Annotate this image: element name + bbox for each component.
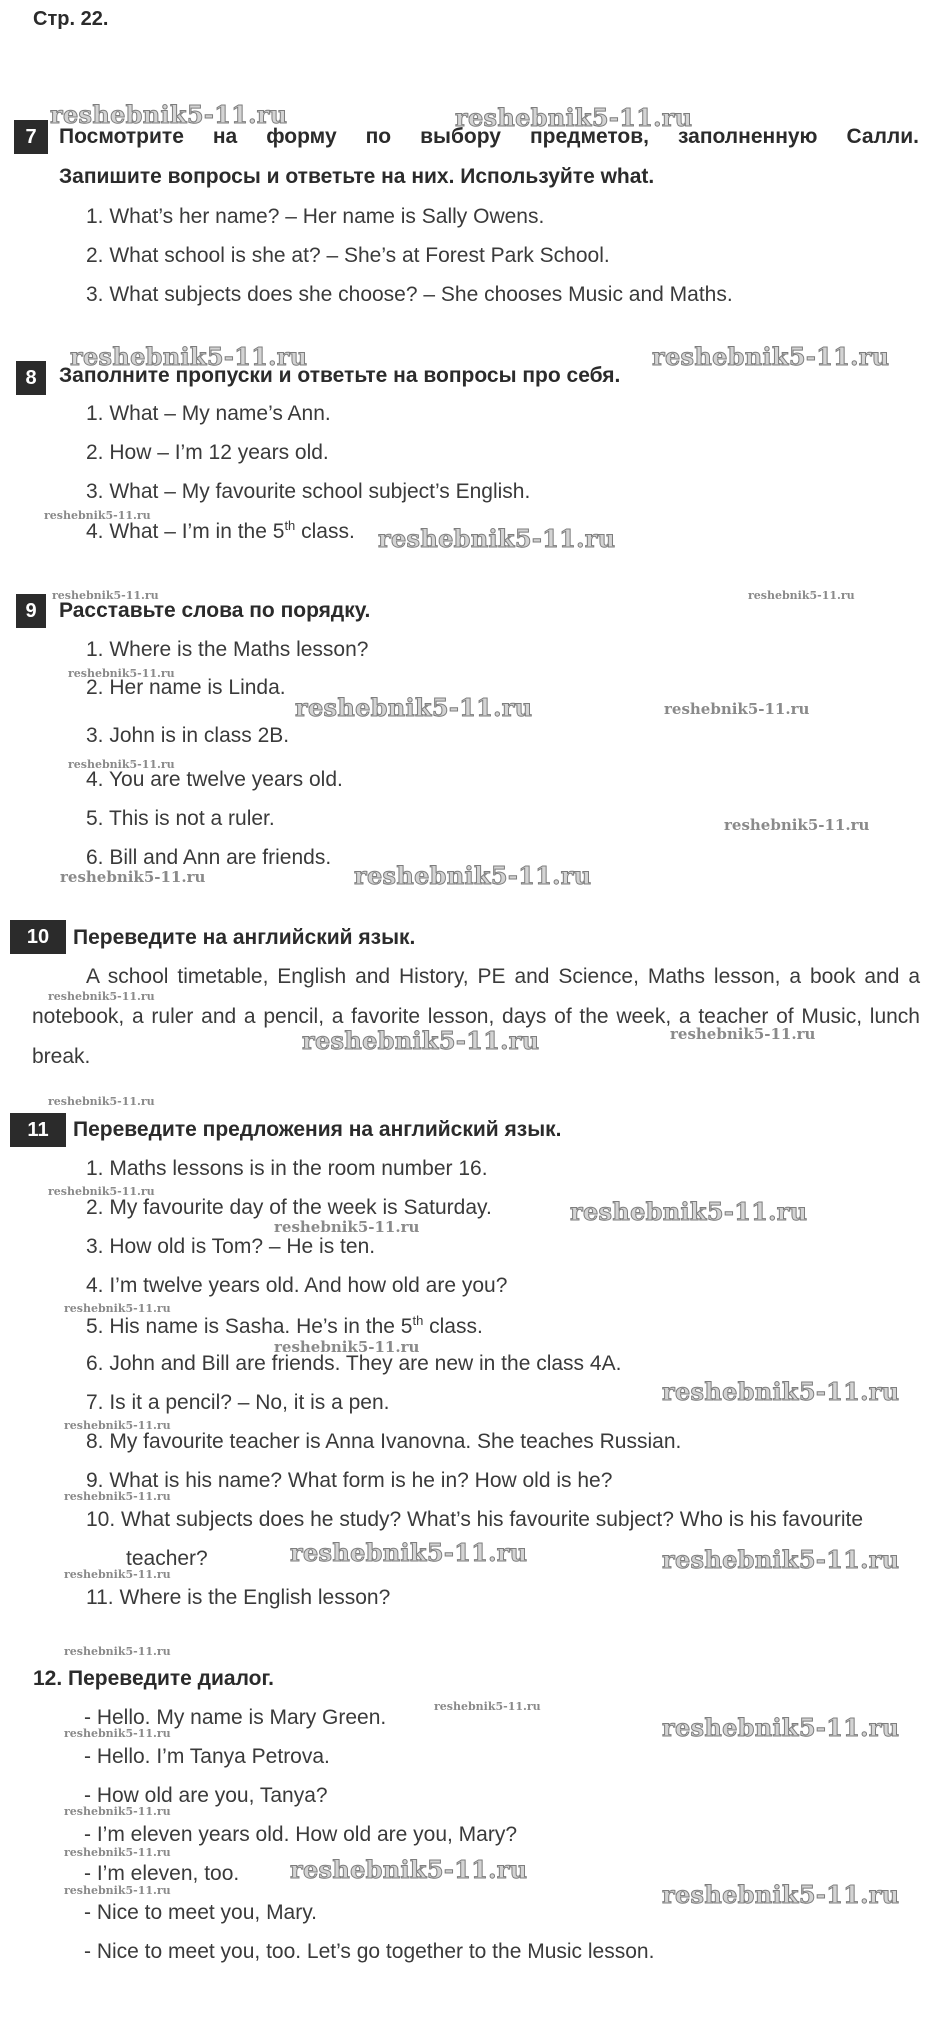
watermark: reshebnik5-11.ru [274, 1338, 420, 1356]
watermark: reshebnik5-11.ru [48, 1095, 155, 1108]
list-item: 9. What is his name? What form is he in? How old is he? [86, 1469, 613, 1492]
watermark: reshebnik5-11.ru [378, 524, 616, 553]
list-item: 5. This is not a ruler. [86, 807, 275, 830]
watermark: reshebnik5-11.ru [48, 990, 155, 1003]
watermark: reshebnik5-11.ru [354, 861, 592, 890]
watermark: reshebnik5-11.ru [68, 667, 175, 680]
watermark: reshebnik5-11.ru [662, 1880, 900, 1909]
task-title: 12. Переведите диалог. [33, 1667, 274, 1690]
watermark: reshebnik5-11.ru [64, 1490, 171, 1503]
list-item: 2. Her name is Linda. [86, 676, 286, 699]
list-item: 2. What school is she at? – She’s at Forest Park School. [86, 244, 610, 267]
list-item: 7. Is it a pencil? – No, it is a pen. [86, 1391, 390, 1414]
dialog-line: - Hello. My name is Mary Green. [84, 1706, 387, 1729]
task-number-badge: 9 [16, 594, 46, 628]
list-item: 8. My favourite teacher is Anna Ivanovna. She teaches Russian. [86, 1430, 682, 1453]
watermark: reshebnik5-11.ru [662, 1377, 900, 1406]
watermark: reshebnik5-11.ru [274, 1218, 420, 1236]
watermark: reshebnik5-11.ru [295, 693, 533, 722]
watermark: reshebnik5-11.ru [434, 1700, 541, 1713]
list-item: 2. How – I’m 12 years old. [86, 441, 329, 464]
page-number-header: Стр. 22. [33, 8, 109, 30]
watermark: reshebnik5-11.ru [748, 589, 855, 602]
watermark: reshebnik5-11.ru [68, 758, 175, 771]
task-number-badge: 11 [10, 1113, 66, 1147]
list-item-continued: teacher? [126, 1547, 208, 1570]
watermark: reshebnik5-11.ru [70, 342, 308, 371]
watermark: reshebnik5-11.ru [290, 1538, 528, 1567]
list-item: 5. His name is Sasha. He’s in the 5th class. [86, 1313, 483, 1338]
watermark: reshebnik5-11.ru [664, 700, 810, 718]
dialog-line: - Nice to meet you, Mary. [84, 1901, 318, 1924]
list-item: 4. What – I’m in the 5th class. [86, 518, 355, 543]
list-item: 3. How old is Tom? – He is ten. [86, 1235, 376, 1258]
list-item: 4. I’m twelve years old. And how old are you? [86, 1274, 508, 1297]
task-title-continued: Запишите вопросы и ответьте на них. Используйте what. [59, 165, 655, 188]
list-item: 11. Where is the English lesson? [86, 1586, 391, 1609]
list-item: 1. What’s her name? – Her name is Sally Owens. [86, 205, 545, 228]
watermark: reshebnik5-11.ru [64, 1727, 171, 1740]
task-paragraph: A school timetable, English and History, PE and Science, Maths lesson, a book and a notebook, a ruler and a pencil, a favorite lesson, days of the week, a teacher of Music, lunch break. [32, 965, 920, 1068]
list-item: 1. Maths lessons is in the room number 16. [86, 1157, 488, 1180]
list-item: 10. What subjects does he study? What’s his favourite subject? Who is his favourite [86, 1508, 863, 1531]
task-title: Переведите на английский язык. [73, 926, 416, 949]
watermark: reshebnik5-11.ru [64, 1302, 171, 1315]
watermark: reshebnik5-11.ru [64, 1645, 171, 1658]
task-number-badge: 10 [10, 920, 66, 954]
list-item: 6. Bill and Ann are friends. [86, 846, 332, 869]
watermark: reshebnik5-11.ru [724, 816, 870, 834]
dialog-line: - I’m eleven, too. [84, 1862, 240, 1885]
watermark: reshebnik5-11.ru [44, 509, 151, 522]
watermark: reshebnik5-11.ru [662, 1545, 900, 1574]
task-title: Переведите предложения на английский язык. [73, 1118, 562, 1141]
list-item: 6. John and Bill are friends. They are new in the class 4A. [86, 1352, 622, 1375]
watermark: reshebnik5-11.ru [670, 1025, 816, 1043]
task-number-badge: 7 [14, 120, 48, 154]
dialog-line: - Hello. I’m Tanya Petrova. [84, 1745, 330, 1768]
task-title: Посмотрите на форму по выбору предметов, заполненную Салли. [59, 125, 919, 148]
watermark: reshebnik5-11.ru [302, 1026, 540, 1055]
list-item: 2. My favourite day of the week is Saturday. [86, 1196, 492, 1219]
task-number-badge: 8 [16, 361, 46, 395]
watermark: reshebnik5-11.ru [52, 589, 159, 602]
watermark: reshebnik5-11.ru [652, 342, 890, 371]
list-item: 3. What – My favourite school subject’s English. [86, 480, 531, 503]
watermark: reshebnik5-11.ru [60, 868, 206, 886]
watermark: reshebnik5-11.ru [64, 1846, 171, 1859]
list-item: 3. John is in class 2B. [86, 724, 290, 747]
watermark: reshebnik5-11.ru [290, 1855, 528, 1884]
watermark: reshebnik5-11.ru [64, 1568, 171, 1581]
list-item: 1. Where is the Maths lesson? [86, 638, 369, 661]
list-item: 1. What – My name’s Ann. [86, 402, 331, 425]
task-title: Заполните пропуски и ответьте на вопросы про себя. [59, 364, 621, 387]
watermark: reshebnik5-11.ru [64, 1805, 171, 1818]
task-title: Расставьте слова по порядку. [59, 599, 371, 622]
watermark: reshebnik5-11.ru [50, 100, 288, 129]
watermark: reshebnik5-11.ru [64, 1884, 171, 1897]
dialog-line: - Nice to meet you, too. Let’s go together to the Music lesson. [84, 1940, 655, 1963]
watermark: reshebnik5-11.ru [48, 1185, 155, 1198]
dialog-line: - I’m eleven years old. How old are you, Mary? [84, 1823, 518, 1846]
watermark: reshebnik5-11.ru [64, 1419, 171, 1432]
watermark: reshebnik5-11.ru [570, 1197, 808, 1226]
watermark: reshebnik5-11.ru [455, 103, 693, 132]
dialog-line: - How old are you, Tanya? [84, 1784, 328, 1807]
list-item: 3. What subjects does she choose? – She chooses Music and Maths. [86, 283, 733, 306]
watermark: reshebnik5-11.ru [662, 1713, 900, 1742]
list-item: 4. You are twelve years old. [86, 768, 343, 791]
